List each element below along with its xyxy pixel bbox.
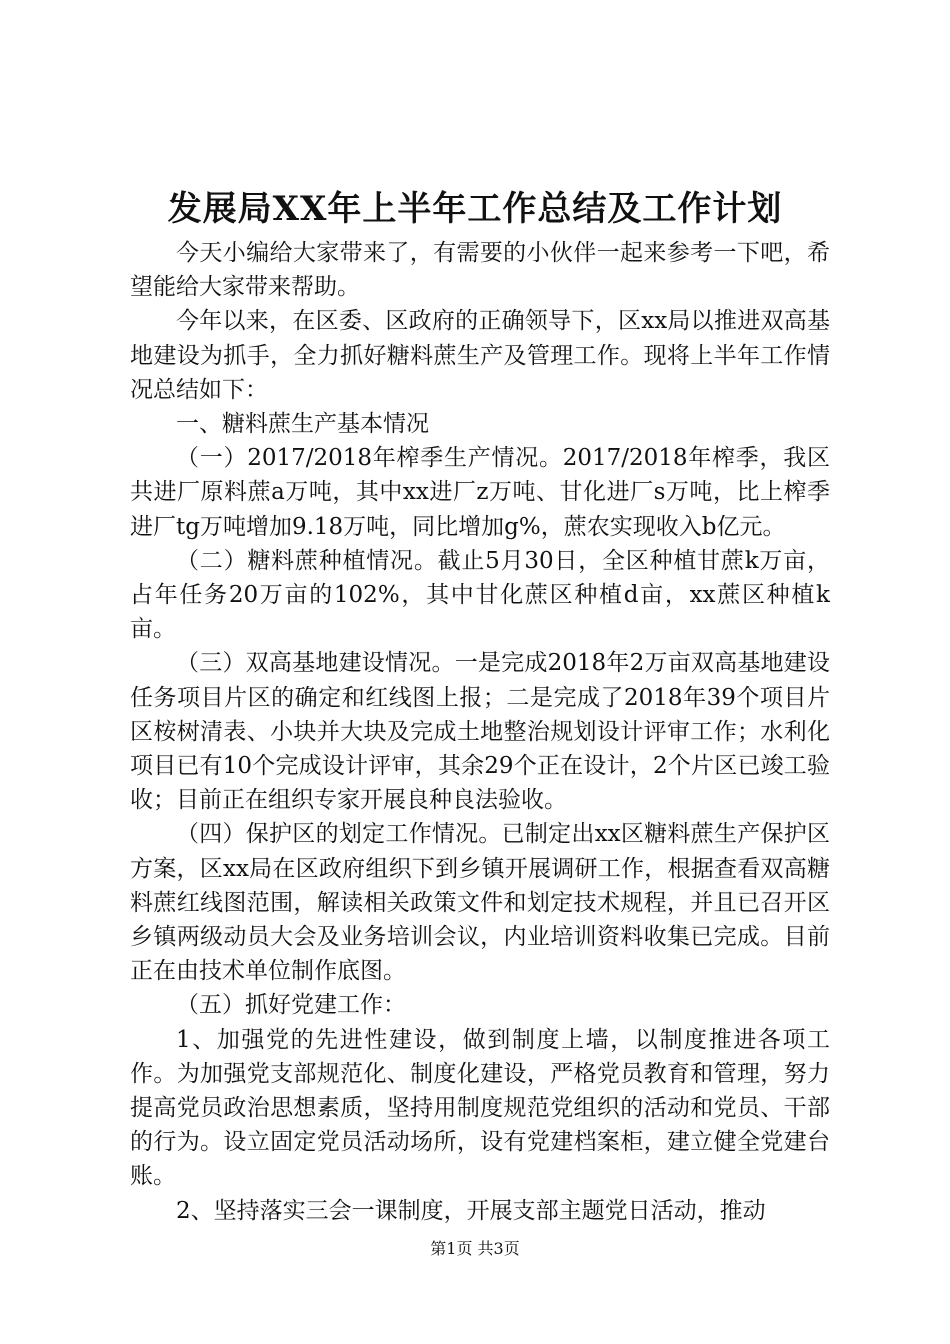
paragraph-item-1: （一）2017/2018年榨季生产情况。2017/2018年榨季，我区共进厂原料蔗a万吨，其中xx进厂z万吨、甘化进厂s万吨，比上榨季进厂tg万吨增加9.18万吨，同比增加g%，蔗农实现收入b亿元。 xyxy=(130,445,830,540)
paragraph-subitem-1: 1、加强党的先进性建设，做到制度上墙，以制度推进各项工作。为加强党支部规范化、制度化建设，严格党员教育和管理，努力提高党员政治思想素质，坚持用制度规范党组织的活动和党员、干部的行为。设立固定党员活动场所，设有党建档案柜，建立健全党建台账。 xyxy=(130,1026,830,1190)
paragraph-item-2: （二）糖料蔗种植情况。截止5月30日，全区种植甘蔗k万亩，占年任务20万亩的102%，其中甘化蔗区种植d亩，xx蔗区种植k亩。 xyxy=(130,547,830,643)
paragraph-item-4: （四）保护区的划定工作情况。已制定出xx区糖料蔗生产保护区方案，区xx局在区政府组织下到乡镇开展调研工作，根据查看双高糖料蔗红线图范围，解读相关政策文件和划定技术规程，并且已召开区乡镇两级动员大会及业务培训会议，内业培训资料收集已完成。目前正在由技术单位制作底图。 xyxy=(130,821,830,985)
paragraph-intro: 今天小编给大家带来了，有需要的小伙伴一起来参考一下吧，希望能给大家带来帮助。 xyxy=(130,240,830,301)
section-heading-1: 一、糖料蔗生产基本情况 xyxy=(176,411,429,438)
paragraph-overview: 今年以来，在区委、区政府的正确领导下，区xx局以推进双高基地建设为抓手，全力抓好糖料蔗生产及管理工作。现将上半年工作情况总结如下： xyxy=(130,308,830,403)
paragraph-subitem-2: 2、坚持落实三会一课制度，开展支部主题党日活动，推动 xyxy=(176,1197,766,1224)
paragraph-item-3: （三）双高基地建设情况。一是完成2018年2万亩双高基地建设任务项目片区的确定和红线图上报；二是完成了2018年39个项目片区桉树清表、小块并大块及完成土地整治规划设计评审工作；水利化项目已有10个完成设计评审，其余29个正在设计，2个片区已竣工验收；目前正在组织专家开展良种良法验收。 xyxy=(130,650,830,814)
page-number-footer: 第1页 共3页 xyxy=(430,1239,520,1258)
document-body xyxy=(130,236,830,1228)
paragraph-item-5: （五）抓好党建工作： xyxy=(176,992,406,1019)
document-title: 发展局XX年上半年工作总结及工作计划 xyxy=(167,189,783,229)
